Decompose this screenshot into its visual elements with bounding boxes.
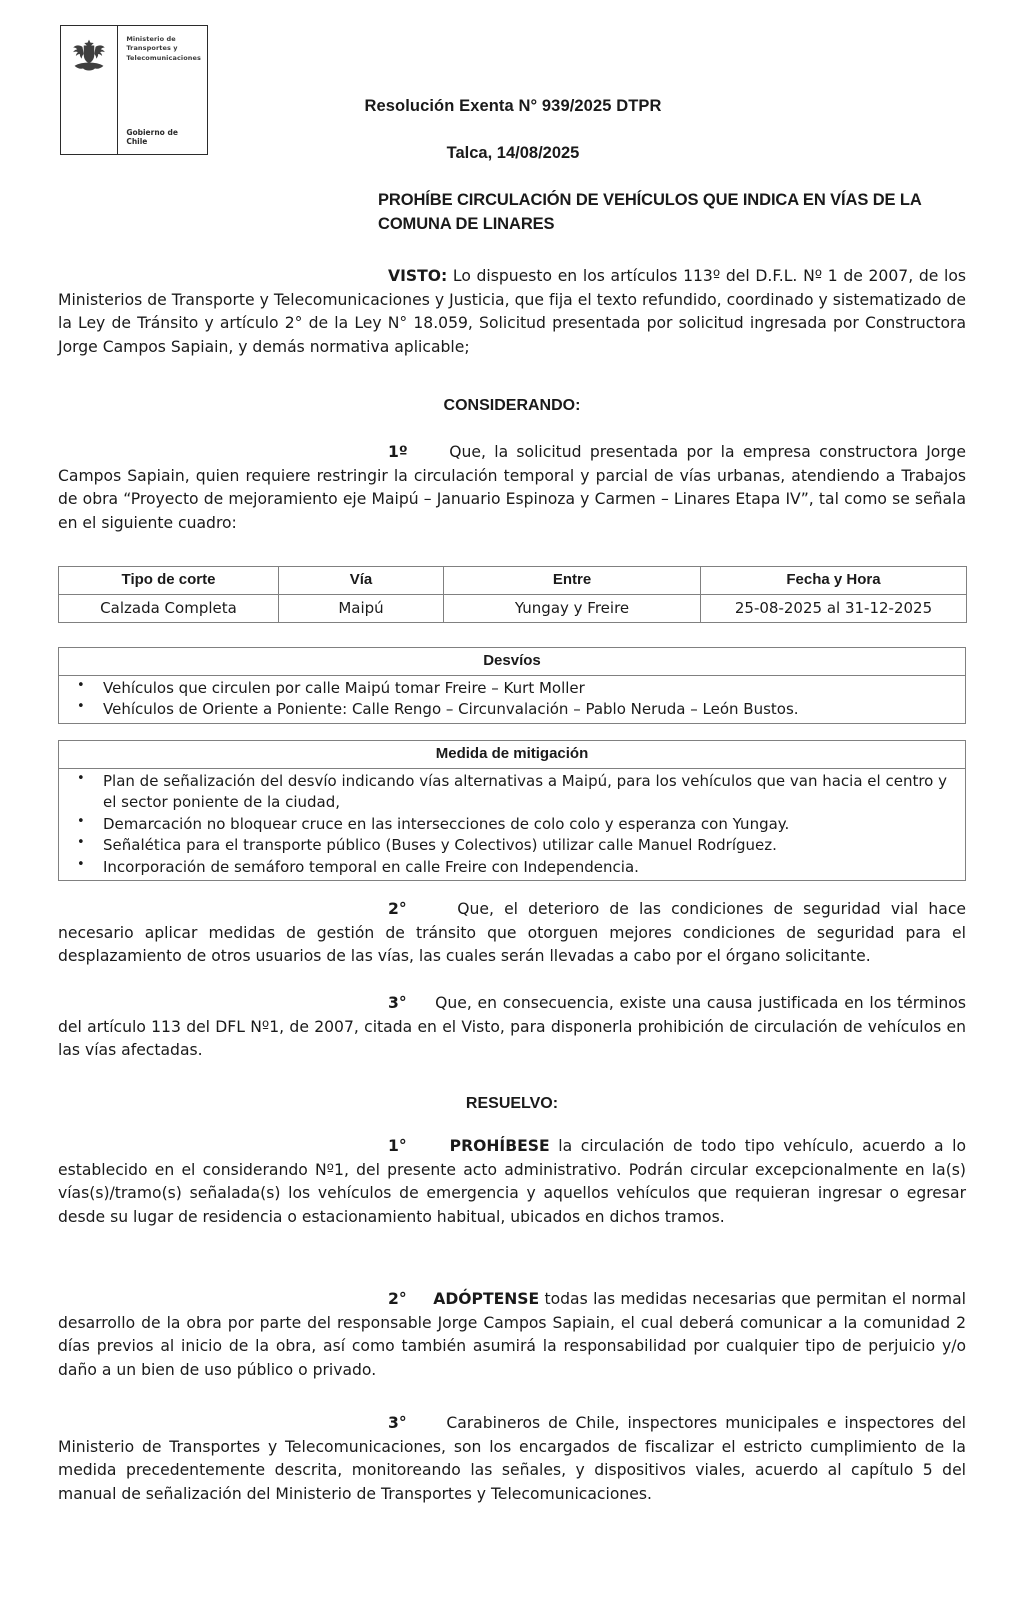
detour-table bbox=[58, 647, 966, 724]
resolution-title: Resolución Exenta N° 939/2025 DTPR bbox=[364, 97, 662, 115]
resuelvo-3-paragraph bbox=[58, 1412, 966, 1507]
cut-cell-fecha: 25-08-2025 al 31-12-2025 bbox=[701, 595, 967, 623]
list-item: • Señalética para el transporte público (Buses y Colectivos) utilizar calle Manuel Rodríguez. bbox=[103, 835, 953, 856]
list-item: • Vehículos que circulen por calle Maipú tomar Freire – Kurt Moller bbox=[103, 678, 953, 699]
visto-text: Lo dispuesto en los artículos 113º del D.F.L. Nº 1 de 2007, de los Ministerios de Transporte y Telecomunicaciones y Justicia, que fija el texto refundido, coordinado y sistematizado de la Ley de Tránsito y artículo 2° de la Ley N° 18.059, Solicitud presentada por solicitud ingresada por Constructora Jorge Campos Sapiain, y demás normativa aplicable; bbox=[58, 267, 966, 357]
resuelvo-2-text: todas las medidas necesarias que permitan el normal desarrollo de la obra por parte del responsable Jorge Campos Sapiain, el cual deberá comunicar a la comunidad 2 días previos al inicio de la obra, así como también asumirá la responsabilidad por cualquier tipo de perjuicio y/o daño a un bien de uso público o privado. bbox=[58, 1290, 966, 1380]
table-row bbox=[59, 769, 966, 881]
considerando-2-text: Que, el deterioro de las condiciones de seguridad vial hace necesario aplicar medidas de gestión de tránsito que otorguen mejores condiciones de seguridad para el desplazamiento de otros usuarios de las vías, las cuales serán llevadas a cabo por el órgano solicitante. bbox=[58, 900, 966, 966]
resuelvo-1-paragraph bbox=[58, 1135, 966, 1230]
resuelvo-1-number: 1° bbox=[388, 1137, 407, 1155]
mitigation-table-heading: Medida de mitigación bbox=[59, 741, 966, 769]
letterhead-text-cell bbox=[118, 26, 207, 154]
considerando-3-text: Que, en consecuencia, existe una causa justificada en los términos del artículo 113 del DFL Nº1, de 2007, citada en el Visto, para disponerla prohibición de circulación de vehículos en las vías afectadas. bbox=[58, 994, 966, 1060]
considerando-heading-wrap bbox=[58, 394, 966, 418]
resuelvo-2-paragraph bbox=[58, 1288, 966, 1383]
cut-table-col-entre: Entre bbox=[444, 567, 701, 595]
resolution-subject: PROHÍBE CIRCULACIÓN DE VEHÍCULOS QUE INDICA EN VÍAS DE LA COMUNA DE LINARES bbox=[378, 191, 922, 233]
visto-label: VISTO: bbox=[388, 267, 448, 285]
resolution-place-date: Talca, 14/08/2025 bbox=[446, 144, 580, 162]
cut-table-wrap bbox=[58, 566, 966, 623]
list-item: • Vehículos de Oriente a Poniente: Calle Rengo – Circunvalación – Pablo Neruda – León Bustos. bbox=[103, 699, 953, 720]
considerando-heading: CONSIDERANDO: bbox=[443, 397, 581, 414]
cut-cell-via: Maipú bbox=[279, 595, 444, 623]
mitigation-table-header-row bbox=[59, 741, 966, 769]
detour-list-cell bbox=[59, 676, 966, 724]
detour-table-header-row bbox=[59, 648, 966, 676]
table-row bbox=[59, 595, 967, 623]
cut-cell-entre: Yungay y Freire bbox=[444, 595, 701, 623]
cut-table-col-tipo: Tipo de corte bbox=[59, 567, 279, 595]
resuelvo-3-number: 3° bbox=[388, 1414, 407, 1432]
resuelvo-heading-wrap bbox=[58, 1092, 966, 1116]
considerando-2-number: 2° bbox=[388, 900, 407, 918]
resuelvo-item-2 bbox=[58, 1288, 966, 1383]
resuelvo-1-keyword: PROHÍBESE bbox=[449, 1137, 550, 1155]
resuelvo-item-3 bbox=[58, 1412, 966, 1507]
ministry-line-1: Ministerio de bbox=[126, 35, 176, 43]
cut-table bbox=[58, 566, 967, 623]
considerando-1-number: 1º bbox=[388, 443, 408, 461]
resuelvo-2-number: 2° bbox=[388, 1290, 407, 1308]
list-item: • Incorporación de semáforo temporal en calle Freire con Independencia. bbox=[103, 857, 953, 878]
considerando-1-text: Que, la solicitud presentada por la empresa constructora Jorge Campos Sapiain, quien requiere restringir la circulación temporal y parcial de vías urbanas, atendiendo a Trabajos de obra “Proyecto de mejoramiento eje Maipú – Januario Espinoza y Carmen – Linares Etapa IV”, tal como se señala en el siguiente cuadro: bbox=[58, 443, 966, 533]
resuelvo-3-text: Carabineros de Chile, inspectores municipales e inspectores del Ministerio de Transportes y Telecomunicaciones, son los encargados de fiscalizar el estricto cumplimiento de la medida precedentemente descrita, monitoreando las señales, y dispositivos viales, acuerdo al capítulo 5 del manual de señalización del Ministerio de Transportes y Telecomunicaciones. bbox=[58, 1414, 966, 1504]
considerando-2-paragraph bbox=[58, 898, 966, 969]
detour-table-heading: Desvíos bbox=[59, 648, 966, 676]
considerando-item-1 bbox=[58, 441, 966, 536]
considerando-item-2 bbox=[58, 898, 966, 969]
letterhead-emblem-cell bbox=[61, 26, 118, 154]
cut-cell-tipo: Calzada Completa bbox=[59, 595, 279, 623]
government-name: Gobierno de Chile bbox=[126, 128, 178, 146]
ministry-line-3: Telecomunicaciones bbox=[126, 53, 201, 62]
visto-section bbox=[58, 265, 966, 360]
ministry-name bbox=[126, 35, 201, 63]
mitigation-table bbox=[58, 740, 966, 881]
ministry-line-2: Transportes y bbox=[126, 44, 178, 53]
mitigation-list bbox=[63, 771, 961, 878]
mitigation-list-cell bbox=[59, 769, 966, 881]
resuelvo-2-keyword: ADÓPTENSE bbox=[433, 1290, 540, 1308]
resuelvo-heading: RESUELVO: bbox=[465, 1095, 559, 1112]
considerando-1-paragraph bbox=[58, 441, 966, 536]
considerando-3-number: 3° bbox=[388, 994, 407, 1012]
considerando-item-3 bbox=[58, 992, 966, 1063]
visto-paragraph bbox=[58, 265, 966, 360]
list-item: • Plan de señalización del desvío indicando vías alternativas a Maipú, para los vehículos que van hacia el centro y el sector poniente de la ciudad, bbox=[103, 771, 953, 814]
letterhead bbox=[60, 25, 208, 155]
resuelvo-1-text: la circulación de todo tipo vehículo, acuerdo a lo establecido en el considerando Nº1, del presente acto administrativo. Podrán circular excepcionalmente en la(s) vías(s)/tramo(s) señalada(s) los vehículos de emergencia y aquellos vehículos que requieran ingresar o egresar desde su lugar de residencia o estacionamiento habitual, ubicados en dichos tramos. bbox=[58, 1137, 966, 1227]
considerando-3-paragraph bbox=[58, 992, 966, 1063]
chile-coat-of-arms-icon bbox=[68, 36, 110, 76]
detour-table-wrap bbox=[58, 647, 966, 724]
mitigation-table-wrap bbox=[58, 740, 966, 881]
detour-list bbox=[63, 678, 961, 721]
list-item: • Demarcación no bloquear cruce en las intersecciones de colo colo y esperanza con Yungay. bbox=[103, 814, 953, 835]
table-row bbox=[59, 676, 966, 724]
cut-table-col-fecha: Fecha y Hora bbox=[701, 567, 967, 595]
resuelvo-item-1 bbox=[58, 1135, 966, 1230]
cut-table-col-via: Vía bbox=[279, 567, 444, 595]
cut-table-header-row bbox=[59, 567, 967, 595]
